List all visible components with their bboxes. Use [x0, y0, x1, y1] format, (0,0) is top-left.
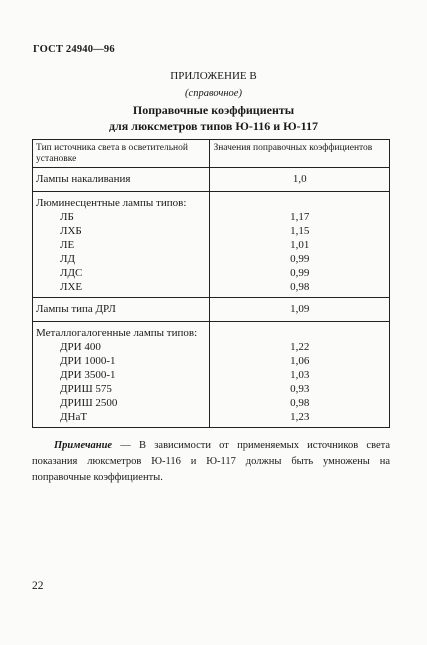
- row-value: 1,09: [210, 298, 390, 322]
- lamp-type: ДНаТ: [60, 411, 88, 423]
- lamp-type: ЛД: [60, 253, 75, 265]
- coefficient-value: 0,98: [290, 397, 310, 409]
- table-note: [32, 438, 390, 486]
- correction-factors-table: [32, 139, 390, 428]
- coefficient-value: 1,15: [290, 225, 310, 237]
- appendix-title-line-1: Поправочные коэффициенты: [132, 103, 295, 117]
- lamp-type: ДРИ 400: [60, 341, 101, 353]
- appendix-status: (справочное): [185, 88, 242, 99]
- note-label: Примечание: [54, 440, 113, 451]
- row-value: 1,0: [210, 168, 390, 192]
- blank-cell: [210, 326, 389, 340]
- blank-cell: [210, 196, 389, 210]
- lamp-type: ЛЕ: [60, 239, 75, 251]
- table-row: [33, 322, 390, 428]
- table-row: [33, 168, 390, 192]
- row-label: Лампы накаливания: [33, 168, 210, 192]
- document-code: ГОСТ 24940—96: [33, 44, 115, 55]
- column-header-coefficient: Значения поправочных коэффициентов: [210, 140, 390, 168]
- lamp-type: ЛХЕ: [60, 281, 83, 293]
- lamp-type: ДРИШ 575: [60, 383, 112, 395]
- group-label: Металлогалогенные лампы типов:: [36, 327, 198, 339]
- table-row: [33, 298, 390, 322]
- lamp-type: ЛБ: [60, 211, 74, 223]
- coefficient-value: 1,03: [290, 369, 310, 381]
- note-text: — В зависимости от применяемых источников света показания люксметров Ю-116 и Ю-117 должны быть умножены на поправочные коэффициенты.: [32, 440, 390, 483]
- coefficient-value: 0,93: [290, 383, 310, 395]
- coefficient-value: 1,06: [290, 355, 310, 367]
- row-group-metal-halide: [33, 322, 210, 428]
- lamp-type: ЛХБ: [60, 225, 82, 237]
- lamp-type: ДРИШ 2500: [60, 397, 118, 409]
- row-group-values: [210, 322, 390, 428]
- lamp-type: ДРИ 1000-1: [60, 355, 116, 367]
- coefficient-value: 1,22: [290, 341, 310, 353]
- row-group-fluorescent: [33, 192, 210, 298]
- coefficient-value: 1,01: [290, 239, 310, 251]
- appendix-title: [0, 102, 427, 134]
- page-number: 22: [32, 580, 44, 592]
- row-group-values: [210, 192, 390, 298]
- coefficient-value: 0,99: [290, 267, 310, 279]
- lamp-type: ЛДС: [60, 267, 83, 279]
- group-label: Люминесцентные лампы типов:: [36, 197, 187, 209]
- coefficient-value: 0,99: [290, 253, 310, 265]
- appendix-title-line-2: для люксметров типов Ю-116 и Ю-117: [108, 119, 319, 133]
- row-label: Лампы типа ДРЛ: [33, 298, 210, 322]
- coefficient-value: 0,98: [290, 281, 310, 293]
- table-header-row: [33, 140, 390, 168]
- appendix-label: ПРИЛОЖЕНИЕ В: [170, 70, 257, 82]
- lamp-type: ДРИ 3500-1: [60, 369, 116, 381]
- coefficient-value: 1,23: [290, 411, 310, 423]
- coefficient-value: 1,17: [290, 211, 310, 223]
- column-header-source-type: Тип источника света в осветительной установке: [33, 140, 210, 168]
- table-row: [33, 192, 390, 298]
